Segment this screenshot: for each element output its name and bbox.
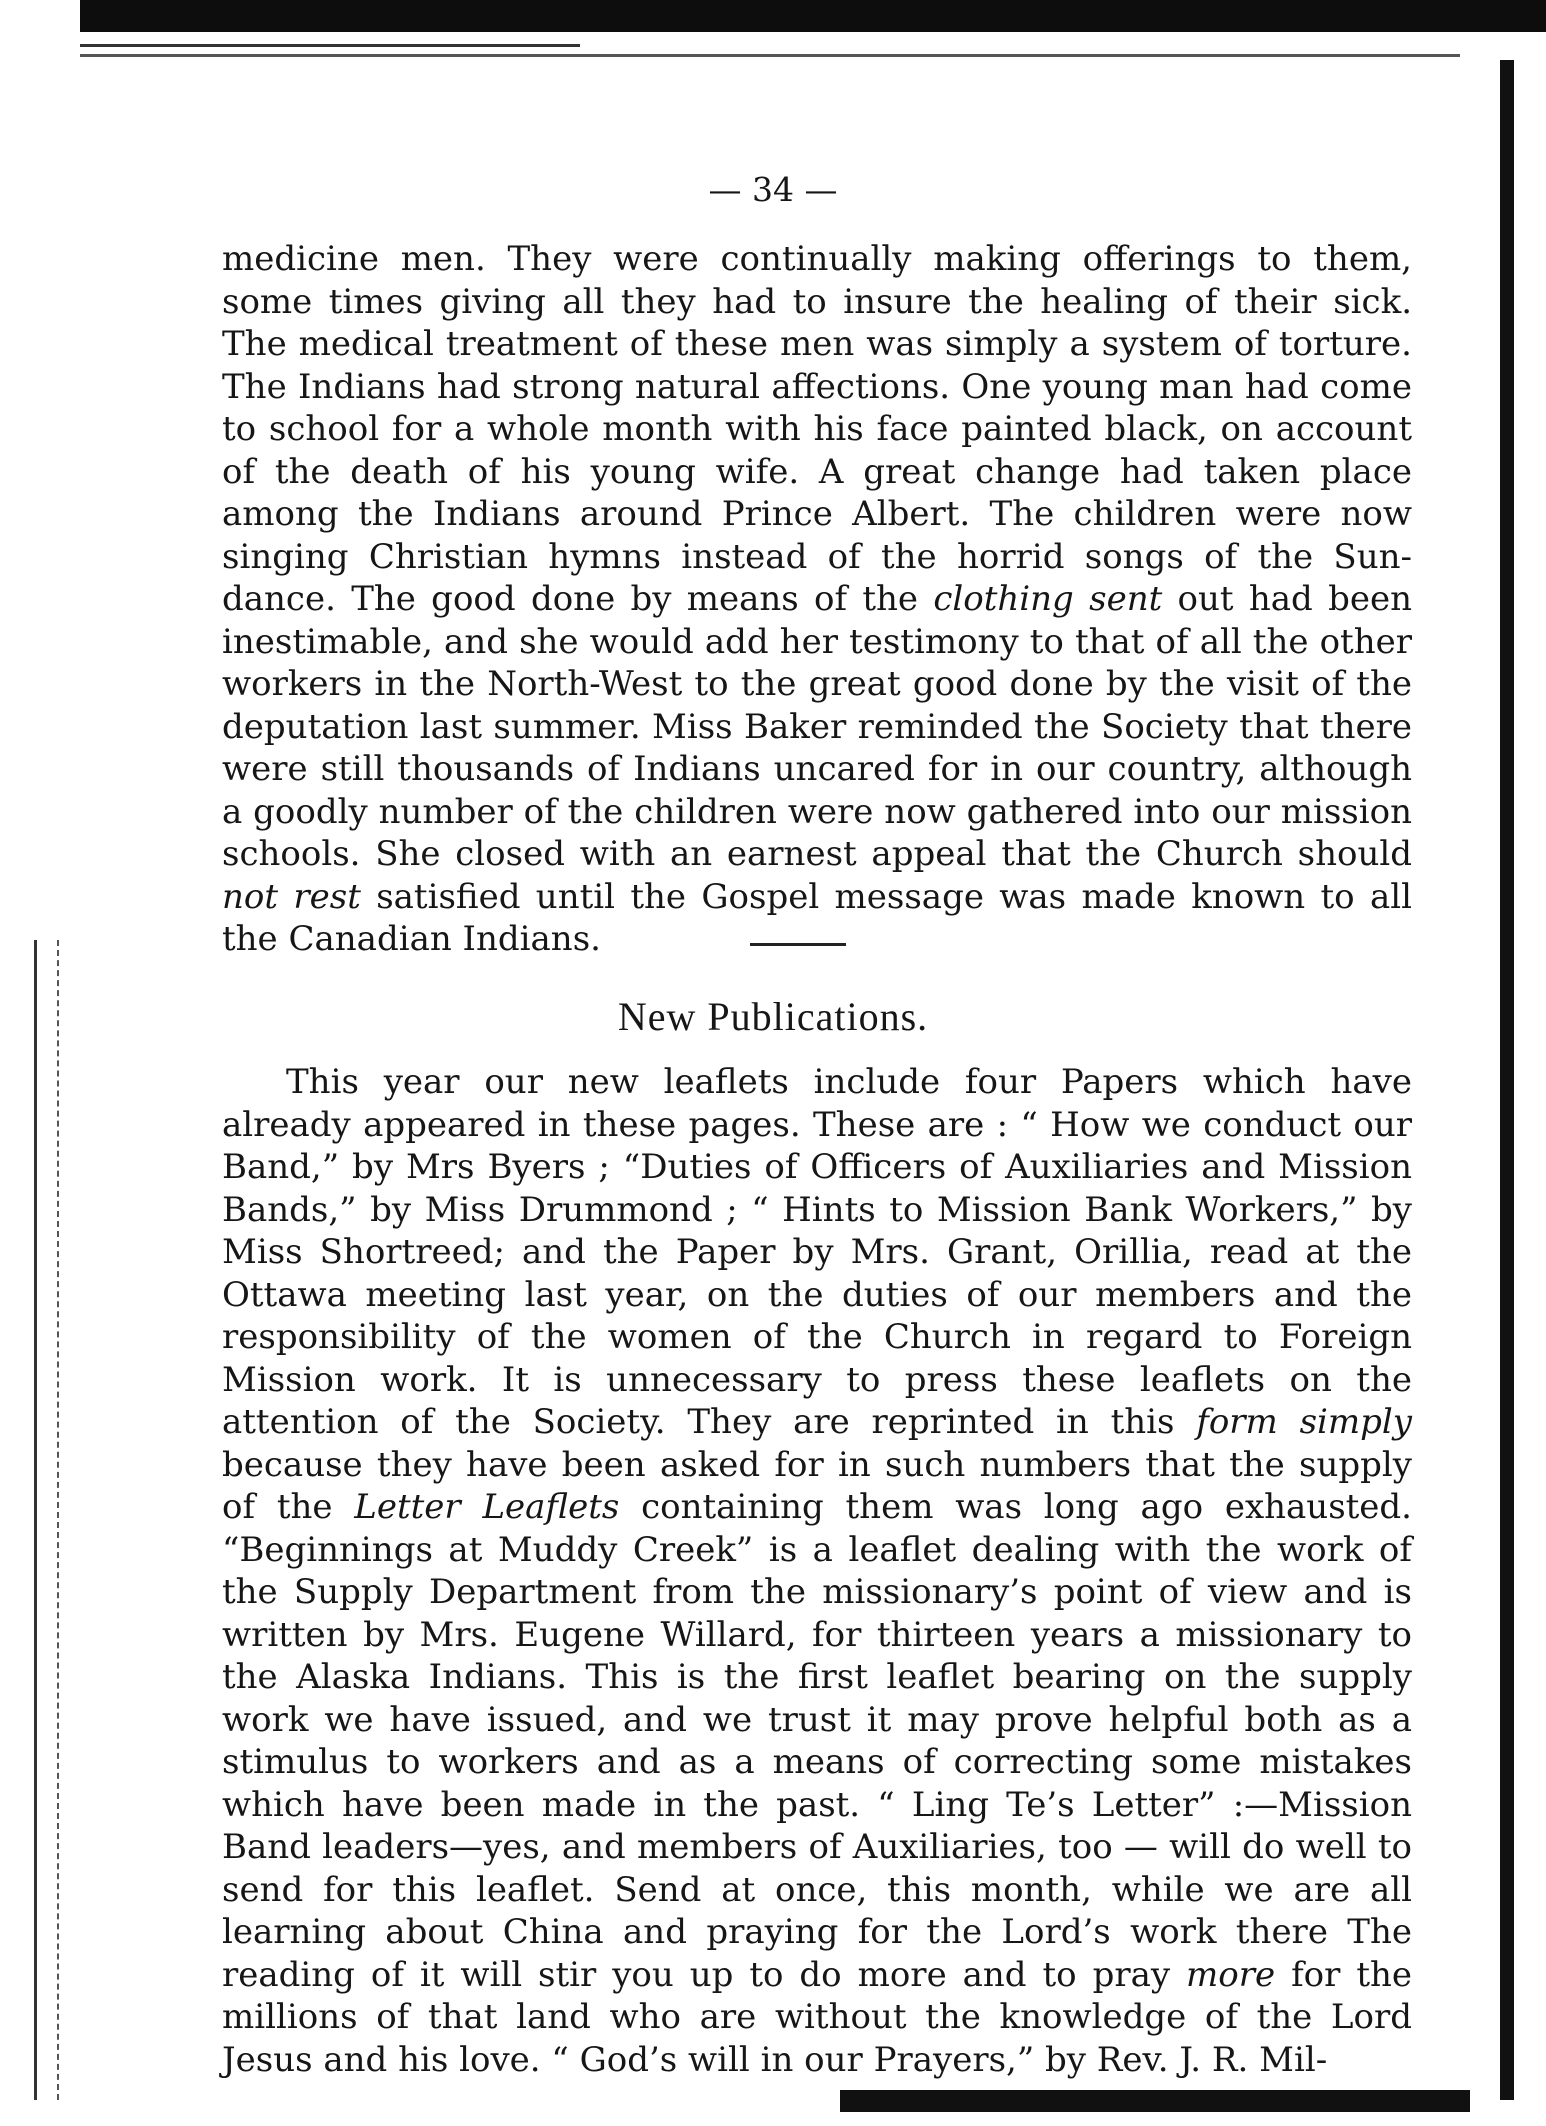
section-heading-new-publications: New Publications. [617, 994, 929, 1039]
paragraph-new-publications [222, 1061, 1412, 2081]
paragraph-1-italic-not-rest: not rest [222, 876, 361, 917]
paragraph-1-italic-clothing: clothing sent [933, 579, 1163, 619]
page-number: — 34 — [708, 170, 838, 209]
right-page-edge [1500, 60, 1514, 2100]
paragraph-2-text-a: This year our new leaflets include four Papers which have already appeared in these pages. These are : “ How we conduct our Band,” by Mrs Byers ; “Duties of Officers of Auxiliaries and Mission Bands,” by Miss Drummond ; “ Hints to Mission Bank Workers,” by Miss Shortreed; and the Paper by Mrs. Grant, Orillia, read at the Ottawa meeting last year, on the duties of our members and the responsibility of the women of the Church in regard to Foreign Mission work. It is unnecessary to press these leaflets on the attention of the Society. They are reprinted in this [222, 1062, 1412, 1442]
top-border-rule [80, 0, 1546, 32]
top-thin-rule-secondary [80, 54, 1460, 57]
paragraph-1-text-c: satisfied until the Gospel message was made known to all the Canadian Indians. [222, 876, 1412, 959]
paragraph-2-text-b: because they have been asked for in such numbers that the supply of the [222, 1444, 1412, 1527]
paragraph-1-text-a: medicine men. They were continually making offerings to them, some times giving all they had to insure the healing of their sick. The medical treatment of these men was simply a system of torture. The Indians had strong natural affections. One young man had come to school for a whole month with his face painted black, on account of the death of his young wife. A great change had taken place among the Indians around Prince Albert. The children were now singing Christian hymns instead of the horrid songs of the Sun-dance. The good done by means of the [222, 239, 1412, 619]
paragraph-2-italic-form-simply: form simply [1196, 1402, 1412, 1442]
bottom-border-rule [840, 2090, 1470, 2112]
top-thin-rule [80, 44, 580, 47]
paragraph-2-italic-more: more [1186, 1954, 1276, 1995]
paragraph-medicine-men [222, 238, 1412, 961]
paragraph-1-text-b: out had been inestimable, and she would add her testimony to that of all the other workers in the North-West to the great good done by the visit of the deputation last summer. Miss Baker reminded the Society that there were still thousands of Indians uncared for in our country, although a goodly number of the children were now gathered into our mission schools. She closed with an earnest appeal that the Church should [222, 579, 1412, 874]
left-binding-edge [34, 940, 59, 2100]
section-divider [750, 943, 846, 946]
paragraph-2-text-d: for the millions of that land who are without the knowledge of the Lord Jesus and his love. “ God’s will in our Prayers,” by Rev. J. R. Mil- [222, 1954, 1413, 2080]
paragraph-2-text-c: containing them was long ago exhausted. “Beginnings at Muddy Creek” is a leaflet dealing with the work of the Supply Department from the missionary’s point of view and is written by Mrs. Eugene Willard, for thirteen years a missionary to the Alaska Indians. This is the first leaflet bearing on the supply work we have issued, and we trust it may prove helpful both as a stimulus to workers and as a means of correcting some mistakes which have been made in the past. “ Ling Te’s Letter” :—Mission Band leaders—yes, and members of Auxiliaries, too — will do well to send for this leaflet. Send at once, this month, while we are all learning about China and praying for the Lord’s work there The reading of it will stir you up to do more and to pray [222, 1487, 1412, 1995]
paragraph-2-italic-letter-leaflets: Letter Leaflets [354, 1487, 620, 1527]
